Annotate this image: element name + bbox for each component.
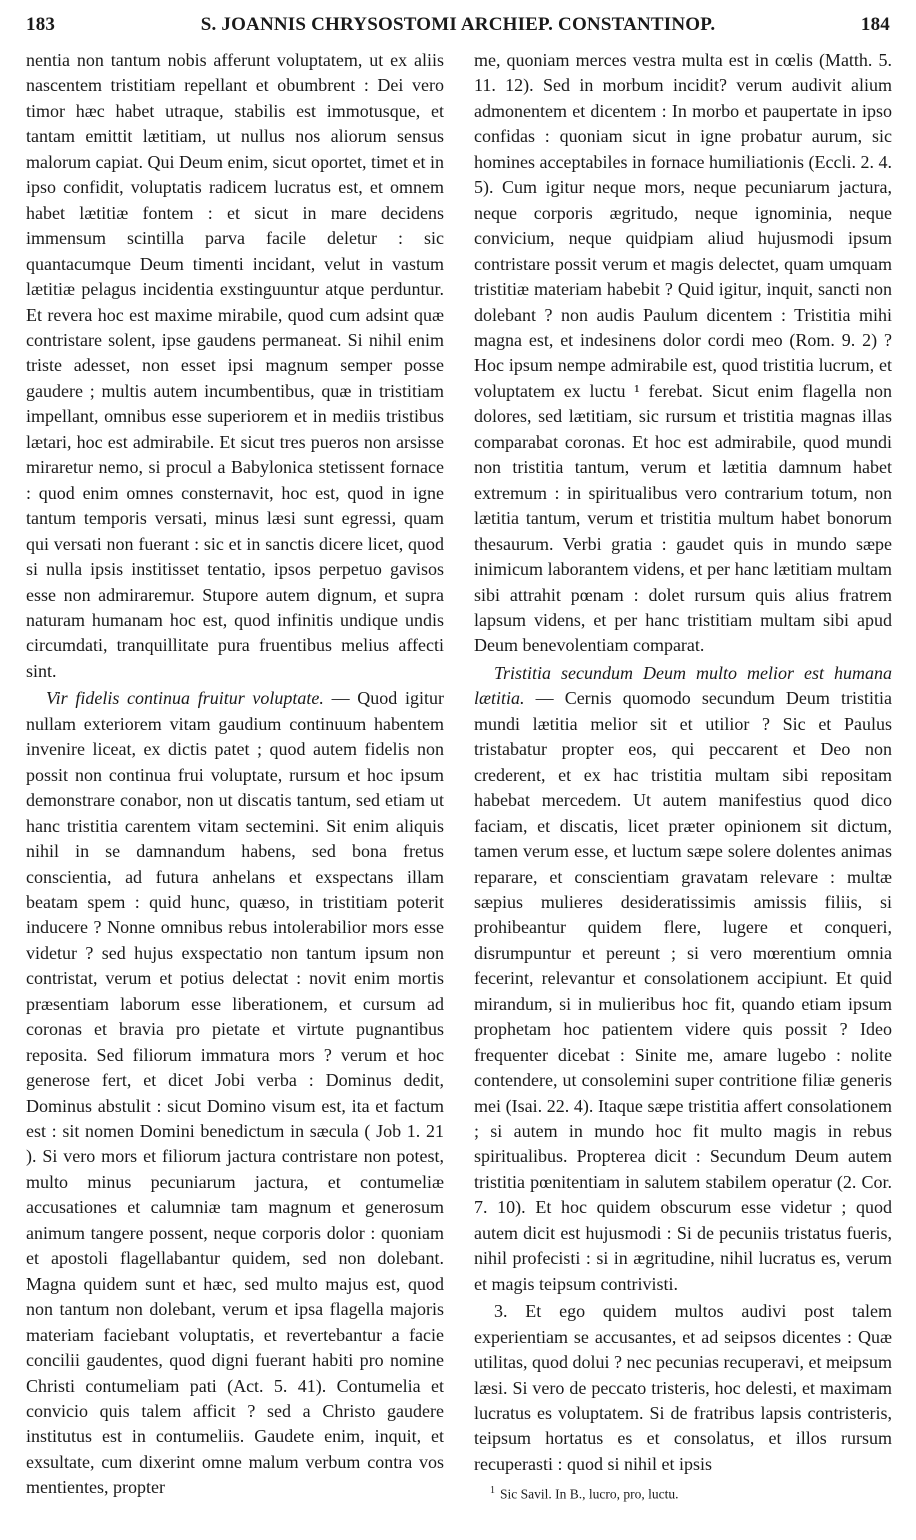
- paragraph: nentia non tantum nobis afferunt voluptatem, ut ex aliis nascentem tristitiam repellant et obumbrent : Dei vero timor hæc habet utraque, stabilis est immotusque, et tantam emittit lætitiam, ut nullus nos aliorum sensus malorum capiat. Qui Deum enim, sicut oportet, timet et in ipso confidit, voluptatis radicem lucratus est, et omnem habet lætitiæ fontem : et sicut in mare decidens immensum scintilla parva facile deletur : sic quantacumque Deum timenti incidant, velut in vastum lætitiæ pelagus incidentia exstinguuntur atque perduntur. Et revera hoc est maxime mirabile, quod cum adsint quæ contristare solent, ipse gaudens permaneat. Si nihil enim triste adesset, non esset ipsi magnum semper posse gaudere ; multis autem incumbentibus, quæ in tristitiam impellant, omnibus esse superiorem et in mediis tristibus lætari, hoc est admirabile. Et sicut tres pueros non arsisse miraretur nemo, si procul a Babylonica stetissent fornace : quod enim omnes consternavit, hoc est, quod in igne tantum temporis versati, minus læsi sunt egressi, quam qui versati non fuerant : sic et in sanctis dicere licet, quod si nulla ipsis institisset tentatio, ipsos perpetuo gavisos esse non admiraremur. Stupore autem dignum, et supra naturam humanam hoc est, quod infinitis undique undis circumdati, tranquillitate pura fruentibus melius affecti sint.: [26, 50, 444, 681]
- page-header: [26, 8, 890, 44]
- section-heading: Vir fidelis continua fruitur voluptate.: [46, 688, 324, 709]
- paragraph-text: — Quod igitur nullam exteriorem vitam gaudium continuum habentem invenire liceat, ex dictis patet ; quod autem fidelis non possit non continua frui voluptate, rursum et hoc ipsum demonstrare conabor, non ut discatis tantum, sed etiam ut hanc tristitia carentem vitam sectemini. Sit enim aliquis nihil in se damnandum habens, sed bona fretus conscientia, ad futura anhelans et exspectans illam beatam spem : quid hunc, quæso, in tristitiam poterit inducere ? Nonne omnibus rebus intolerabilior mors esse videtur ? sed hujus exspectatio non tantum ipsum non contristat, verum et potius delectat : novit enim mortis præsentiam laborum esse liberationem, et cursum ad coronas et bravia pro pietate et virtute pugnantibus reposita. Sed filiorum immatura mors ? verum et hoc generose fert, et dicet Jobi verba : Dominus dedit, Dominus abstulit : sicut Domino visum est, ita et factum est : sit nomen Domini benedictum in sæcula ( Job 1. 21 ). Si vero mors et filiorum jactura contristare non potest, multo minus pecuniarum jactura, et contumeliæ accusationes et calumniæ tam magnum et generosum animum tangere possent, neque corporis dolor : quoniam et apostoli flagellabantur quidem, sed non dolebant. Magna quidem sunt et hæc, sed multo majus est, quod non tantum non dolebant, verum et ipsa flagella majoris materiam faciebant voluptatis, et revertebantur a facie concilii gaudentes, quod digni fuerant habiti pro nomine Christi contumeliam pati (Act. 5. 41). Contumelia et convicio quis talem afficit ? sed a Christo gaudere institutus est in contumeliis. Gaudete enim, inquit, et exsultate, cum dixerint omne malum verbum contra vos mentientes, propter: [26, 688, 444, 1498]
- section-heading: Tristitia secundum Deum multo melior est humana lætitia.: [474, 662, 892, 709]
- page-number-right: 184: [860, 14, 890, 35]
- running-head: S. JOANNIS CHRYSOSTOMI ARCHIEP. CONSTANTINOP.: [200, 14, 716, 35]
- footnote: [474, 1481, 892, 1505]
- right-column: [474, 48, 892, 1505]
- left-column: [26, 48, 444, 1501]
- paragraph-text: — Cernis quomodo secundum Deum tristitia mundi lætitia melior sit et utilior ? Sic et Paulus tristabatur propter eos, qui peccarent et Deo non crederent, et ex hac tristitia multam sibi repositam habebat mercedem. Ut autem manifestius quod dico faciam, et discatis, licet præter opinionem sit dictum, tamen verum esse, et luctum sæpe solere dolentes animas reparare, et conscientiam gravatam relevare : multæ sæpius mulieres desideratissimis amissis filiis, si prohibeantur quidem flere, lugere et conqueri, disrumpuntur et pereunt ; si vero mœrentium omnia fecerint, relevantur et consolationem accipiunt. Et quid mirandum, si in mulieribus hoc fit, quando etiam ipsum prophetam hoc patientem videre quis possit ? Ideo frequenter dicebat : Sinite me, amare lugebo : nolite contendere, ut consolemini super contritione filiæ generis mei (Isai. 22. 4). Itaque sæpe tristitia affert consolationem ; si autem in mundo hoc fit multo magis in rebus spiritualibus. Propterea dicit : Secundum Deum autem tristitia pœnitentiam in salutem stabilem operatur (2. Cor. 7. 10). Et hoc quidem obscurum esse videtur ; quod autem dicit est hujusmodi : Si de pecuniis tristatus fueris, nihil profecisti : si in ægritudine, nihil lucratus es, verum et magis teipsum contrivisti.: [474, 688, 892, 1294]
- paragraph: 3. Et ego quidem multos audivi post talem experientiam se accusantes, et ad seipsos dicentes : Quæ utilitas, quod dolui ? nec pecunias recuperavi, et meipsum læsi. Si vero de peccato tristeris, hoc delesti, et maximam lucratus es voluptatem. Si de fratribus lapsis contristeris, teipsum hortatus es et consolatus, et illos rursum recuperasti : quod si nihil et ipsis: [474, 1301, 892, 1474]
- paragraph: [26, 686, 444, 1501]
- paragraph: [474, 661, 892, 1297]
- page-number-left: 183: [26, 14, 56, 35]
- paragraph: me, quoniam merces vestra multa est in cœlis (Matth. 5. 11. 12). Sed in morbum incidit? verum audivit alium admonentem et dicentem : In morbo et paupertate in ipso confidas : quoniam sicut in igne probatur aurum, sic homines acceptabiles in fornace humiliationis (Eccli. 2. 4. 5). Cum igitur neque mors, neque pecuniarum jactura, neque corporis ægritudo, neque ignominia, neque convicium, neque quidpiam aliud hujusmodi ipsum contristare possit verum et magis delectet, quam umquam tristitiæ materiam habebit ? Quid igitur, inquit, sancti non dolebant ? non audis Paulum dicentem : Tristitia mihi magna est, et indesinens dolor cordi meo (Rom. 9. 2) ? Hoc ipsum nempe admirabile est, quod tristitia lucrum, et voluptatem ex luctu ¹ ferebat. Sicut enim flagella non dolores, sed lætitiam, sic rursum et tristitia magnas illas comparabat coronas. Et hoc est admirabile, quod mundi non tristitia tantum, verum et lætitia damnum habet extremum : in spiritualibus vero contrarium totum, non lætitia tantum, verum et tristitia multum habet bonorum thesaurum. Verbi gratia : gaudet quis in mundo sæpe inimicum laborantem videns, et per hanc lætitiam multam sibi attrahit pœnam : dolet rursum quis alius fratrem lapsum videns, et per hanc tristitiam multam sibi apud Deum benevolentiam comparat.: [474, 50, 892, 656]
- footnote-mark: 1: [490, 1485, 495, 1497]
- footnote-text: Sic Savil. In B., lucro, pro, luctu.: [500, 1486, 679, 1502]
